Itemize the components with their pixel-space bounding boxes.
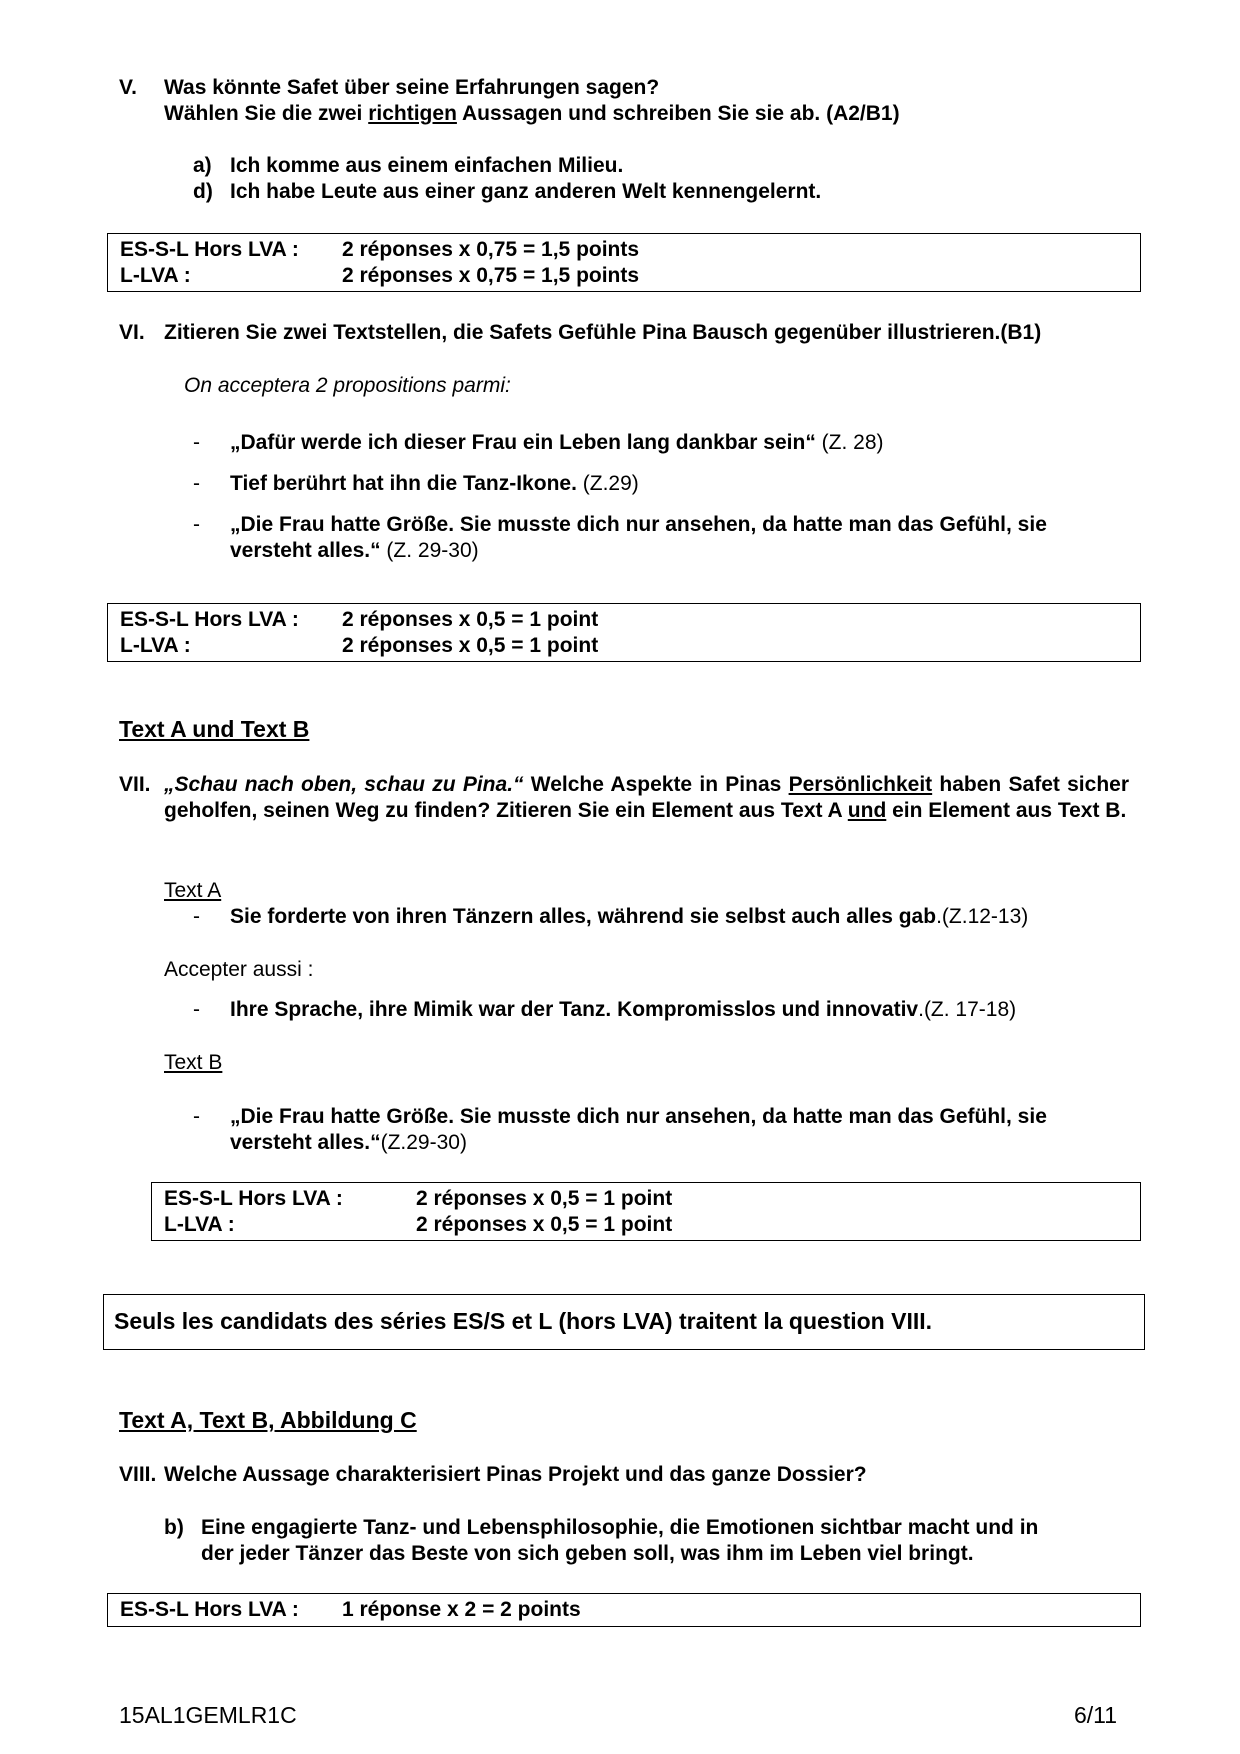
scoring-label: ES-S-L Hors LVA : xyxy=(120,608,299,631)
footer-document-code: 15AL1GEMLR1C xyxy=(119,1702,297,1728)
section-heading-text-a-und-b: Text A und Text B xyxy=(119,716,310,742)
question-vii-underlined-1: Persönlichkeit xyxy=(788,773,933,796)
quote-text: „Die Frau hatte Größe. Sie musste dich nur ansehen, da hatte man das Gefühl, sie xyxy=(230,1105,1047,1128)
bullet-dash: - xyxy=(193,513,200,536)
answer-b-line1: Eine engagierte Tanz- und Lebensphilosophie, die Emotionen sichtbar macht und in xyxy=(201,1516,1039,1539)
scoring-label: ES-S-L Hors LVA : xyxy=(120,1598,299,1621)
answer-label-a: a) xyxy=(193,154,212,177)
question-vii-text xyxy=(164,772,1129,824)
answer-label-d: d) xyxy=(193,180,213,203)
quote-text: versteht alles.“ xyxy=(230,539,381,562)
line-reference: (Z. 28) xyxy=(815,431,884,454)
question-vii-part1: Welche Aspekte in Pinas xyxy=(523,773,789,796)
scoring-value: 2 réponses x 0,75 = 1,5 points xyxy=(342,238,640,261)
text-a-label: Text A xyxy=(164,879,222,902)
quote-text: Ihre Sprache, ihre Mimik war der Tanz. Kompromisslos und innovativ xyxy=(230,998,919,1021)
bullet-dash: - xyxy=(193,905,200,928)
scoring-value: 1 réponse x 2 = 2 points xyxy=(342,1598,581,1621)
line-reference: .(Z.12-13) xyxy=(936,905,1029,928)
question-v-line1: Was könnte Safet über seine Erfahrungen sagen? xyxy=(164,76,660,99)
section-heading-text-abc: Text A, Text B, Abbildung C xyxy=(119,1407,417,1433)
quote-item xyxy=(230,1130,467,1156)
quote-text: „Dafür werde ich dieser Frau ein Leben lang dankbar sein“ xyxy=(230,431,816,454)
question-vii-underlined-2: und xyxy=(847,799,887,822)
line-reference: .(Z. 17-18) xyxy=(918,998,1017,1021)
scoring-box-vi xyxy=(107,603,1141,662)
bullet-dash: - xyxy=(193,431,200,454)
question-vii-part3: ein Element aus Text B. xyxy=(886,799,1127,822)
bullet-dash: - xyxy=(193,998,200,1021)
question-vi-note: On acceptera 2 propositions parmi: xyxy=(184,374,511,397)
scoring-label: L-LVA : xyxy=(120,634,191,657)
question-number-vii: VII. xyxy=(119,773,151,796)
answer-b-line2: der jeder Tänzer das Beste von sich geben soll, was ihm im Leben viel bringt. xyxy=(201,1542,974,1565)
scoring-label: ES-S-L Hors LVA : xyxy=(164,1187,343,1210)
scoring-value: 2 réponses x 0,5 = 1 point xyxy=(342,634,599,657)
answer-label-b: b) xyxy=(164,1516,184,1539)
answer-d-text: Ich habe Leute aus einer ganz anderen Welt kennengelernt. xyxy=(230,180,822,203)
question-v-line2 xyxy=(164,101,900,127)
quote-text: Sie forderte von ihren Tänzern alles, während sie selbst auch alles gab xyxy=(230,905,937,928)
quote-item xyxy=(230,538,479,564)
line-reference: (Z.29-30) xyxy=(380,1131,467,1154)
quote-item xyxy=(230,904,1028,930)
scoring-label: L-LVA : xyxy=(164,1213,235,1236)
quote-text: Tief berührt hat ihn die Tanz-Ikone. xyxy=(230,472,577,495)
scoring-value: 2 réponses x 0,5 = 1 point xyxy=(416,1213,673,1236)
question-number-v: V. xyxy=(119,76,137,99)
question-vii-part2: haben Safet sicher geholfen, seinen Weg zu finden? Zitieren Sie ein Element aus Text A xyxy=(164,773,1129,822)
quote-text: „Die Frau hatte Größe. Sie musste dich nur ansehen, da hatte man das Gefühl, sie xyxy=(230,513,1047,536)
text-b-label: Text B xyxy=(164,1051,223,1074)
accept-also-label: Accepter aussi : xyxy=(164,958,314,981)
bullet-dash: - xyxy=(193,472,200,495)
scoring-box-viii xyxy=(107,1593,1141,1627)
question-number-vi: VI. xyxy=(119,321,145,344)
scoring-value: 2 réponses x 0,5 = 1 point xyxy=(416,1187,673,1210)
scoring-box-vii xyxy=(151,1182,1141,1241)
scoring-value: 2 réponses x 0,75 = 1,5 points xyxy=(342,264,640,287)
footer-page-number: 6/11 xyxy=(1074,1702,1118,1728)
answer-a-text: Ich komme aus einem einfachen Milieu. xyxy=(230,154,624,177)
quote-item xyxy=(230,430,884,456)
scoring-value: 2 réponses x 0,5 = 1 point xyxy=(342,608,599,631)
question-vi-text: Zitieren Sie zwei Textstellen, die Safets Gefühle Pina Bausch gegenüber illustrieren.(B1) xyxy=(164,321,1042,344)
quote-item xyxy=(230,471,639,497)
notice-box xyxy=(103,1294,1145,1350)
quote-text: versteht alles.“ xyxy=(230,1131,381,1154)
question-viii-text: Welche Aussage charakterisiert Pinas Projekt und das ganze Dossier? xyxy=(164,1463,867,1486)
question-v-line2-post: Aussagen und schreiben Sie sie ab. (A2/B1) xyxy=(456,102,900,125)
question-number-viii: VIII. xyxy=(119,1463,157,1486)
question-vii-quote: „Schau nach oben, schau zu Pina.“ xyxy=(164,773,524,796)
question-v-line2-pre: Wählen Sie die zwei xyxy=(164,102,369,125)
scoring-box-v xyxy=(107,233,1141,292)
bullet-dash: - xyxy=(193,1105,200,1128)
notice-text: Seuls les candidats des séries ES/S et L (hors LVA) traitent la question VIII. xyxy=(114,1308,933,1334)
quote-item xyxy=(230,997,1016,1023)
line-reference: (Z.29) xyxy=(576,472,639,495)
scoring-label: ES-S-L Hors LVA : xyxy=(120,238,299,261)
question-v-line2-underlined: richtigen xyxy=(368,102,457,125)
scoring-label: L-LVA : xyxy=(120,264,191,287)
line-reference: (Z. 29-30) xyxy=(380,539,479,562)
